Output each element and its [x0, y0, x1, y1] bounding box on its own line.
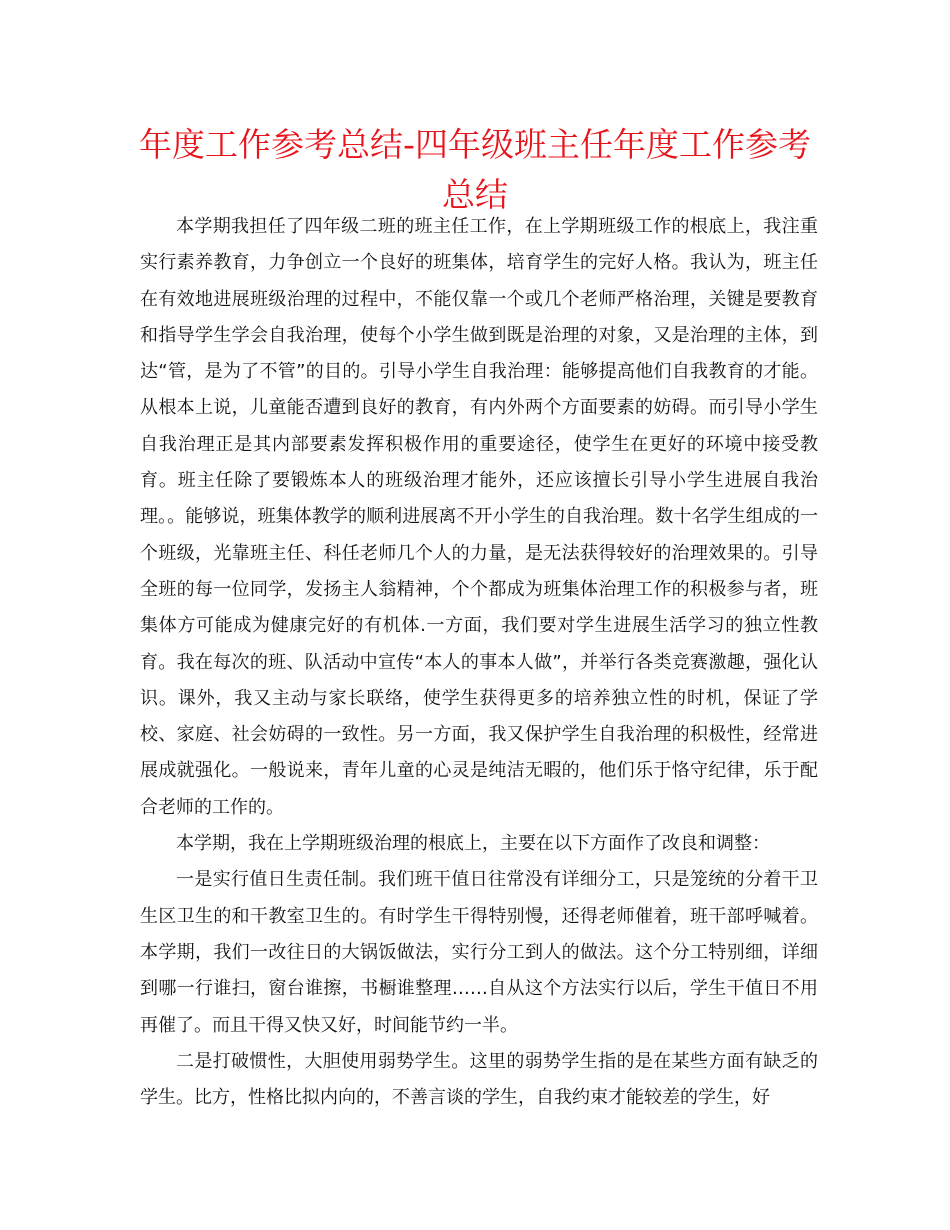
body-paragraph-3: 一是实行值日生责任制。我们班干值日往常没有详细分工，只是笼统的分着干卫生区卫生的和干教室卫生的。有时学生干得特别慢，还得老师催着，班干部呼喊着。本学期，我们一改往日的大锅饭做法，实行分工到人的做法。这个分工特别细，详细到哪一行谁扫，窗台谁擦，书橱谁整理……自从这个方法实行以后，学生干值日不用再催了。而且干得又快又好，时间能节约一半。: [140, 869, 818, 1036]
document-title: 年度工作参考总结-四年级班主任年度工作参考总结: [139, 125, 811, 214]
document-body: [140, 209, 818, 1116]
body-paragraph-2: 本学期，我在上学期班级治理的根底上，主要在以下方面作了改良和调整：: [176, 833, 770, 855]
body-paragraph-4: 二是打破惯性，大胆使用弱势学生。这里的弱势学生指的是在某些方面有缺乏的学生。比方，性格比拟内向的，不善言谈的学生，自我约束才能较差的学生，好: [140, 1050, 818, 1109]
body-paragraph-1: 本学期我担任了四年级二班的班主任工作，在上学期班级工作的根底上，我注重实行素养教育，力争创立一个良好的班集体，培育学生的完好人格。我认为，班主任在有效地进展班级治理的过程中，不能仅靠一个或几个老师严格治理，关键是要教育和指导学生学会自我治理，使每个小学生做到既是治理的对象，又是治理的主体，到达“管，是为了不管”的目的。引导小学生自我治理：能够提高他们自我教育的才能。从根本上说，儿童能否遭到良好的教育，有内外两个方面要素的妨碍。而引导小学生自我治理正是其内部要素发挥积极作用的重要途径，使学生在更好的环境中接受教育。班主任除了要锻炼本人的班级治理才能外，还应该擅长引导小学生进展自我治理。。能够说，班集体教学的顺利进展离不开小学生的自我治理。数十名学生组成的一个班级，光靠班主任、科任老师几个人的力量，是无法获得较好的治理效果的。引导全班的每一位同学，发扬主人翁精神，个个都成为班集体治理工作的积极参与者，班集体方可能成为健康完好的有机体.一方面，我们要对学生进展生活学习的独立性教育。我在每次的班、队活动中宣传“本人的事本人做”，并举行各类竞赛激趣，强化认识。课外，我又主动与家长联络，使学生获得更多的培养独立性的时机，保证了学校、家庭、社会妨碍的一致性。另一方面，我又保护学生自我治理的积极性，经常进展成就强化。一般说来，青年儿童的心灵是纯洁无暇的，他们乐于恪守纪律，乐于配合老师的工作的。: [140, 216, 818, 818]
